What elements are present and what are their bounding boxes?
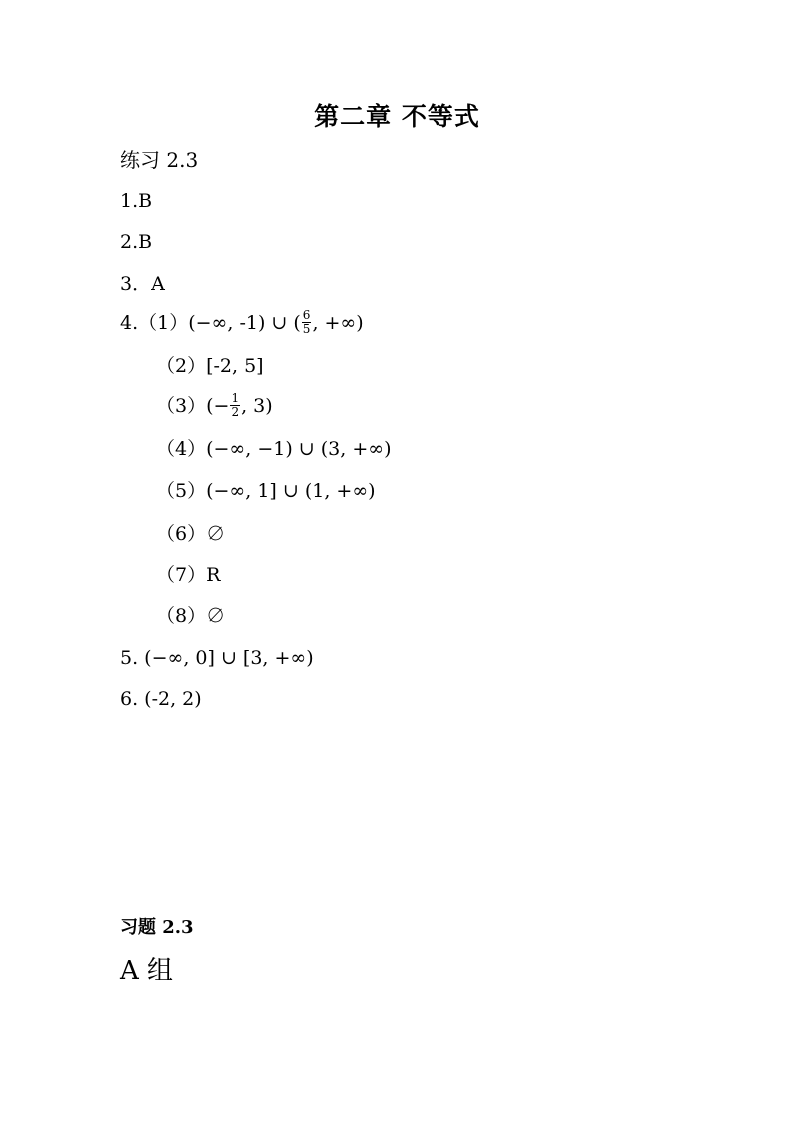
fraction-numerator: 1 <box>231 391 240 405</box>
answer-4-part-3 <box>156 391 273 420</box>
answer-4-part-4: （4）(−∞, −1) ∪ (3, +∞) <box>156 438 392 460</box>
fraction-denominator: 5 <box>302 321 311 336</box>
answer-4-part-7: （7）R <box>156 564 221 586</box>
answer-4-part-6: （6）∅ <box>156 523 226 545</box>
answer-4-p3-suffix: , 3) <box>241 395 273 418</box>
fraction-numerator: 6 <box>302 308 311 322</box>
chapter-title: 第二章 不等式 <box>314 102 480 131</box>
fraction-one-half <box>230 392 240 418</box>
answer-5: 5. (−∞, 0] ∪ [3, +∞) <box>120 647 314 669</box>
answer-4-p1-prefix: (−∞, -1) ∪ ( <box>188 312 301 335</box>
answer-1: 1.B <box>120 190 153 212</box>
group-title: A 组 <box>120 956 174 986</box>
answer-4-part-2: （2）[-2, 5] <box>156 355 264 377</box>
answer-4-label: 4.（1） <box>120 312 189 335</box>
fraction-six-fifths <box>302 309 312 335</box>
answer-2: 2.B <box>120 231 153 253</box>
answer-4-p3-prefix: (− <box>206 395 230 418</box>
answer-4-part-1 <box>120 308 364 337</box>
answer-3: 3．A <box>120 273 165 295</box>
answer-4-part-5: （5）(−∞, 1] ∪ (1, +∞) <box>156 480 376 502</box>
answer-4-p1-suffix: , +∞) <box>312 312 364 335</box>
answer-6: 6. (-2, 2) <box>120 688 202 710</box>
answer-4-p3-label: （3） <box>156 395 207 418</box>
fraction-denominator: 2 <box>231 404 240 419</box>
exercise-title: 习题 2.3 <box>120 917 194 938</box>
practice-title: 练习 2.3 <box>120 148 199 172</box>
answer-4-part-8: （8）∅ <box>156 605 226 627</box>
